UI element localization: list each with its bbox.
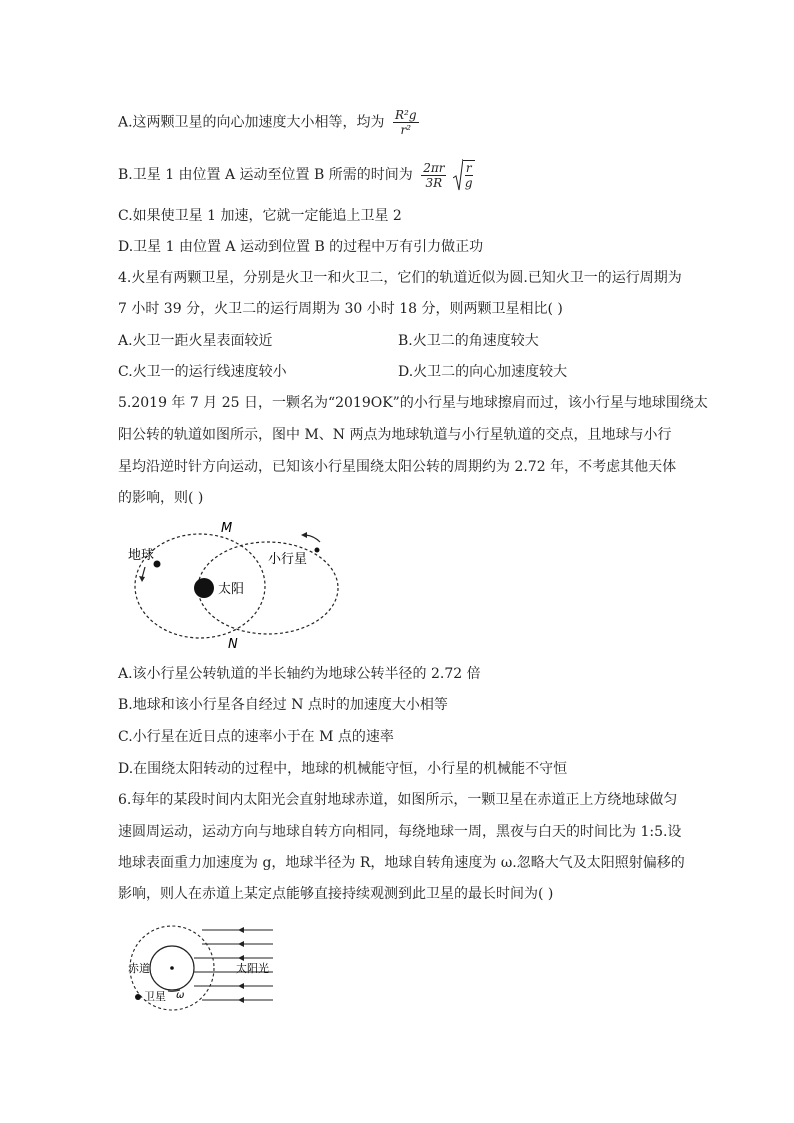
q4-option-a: A.火卫一距火星表面较近 xyxy=(118,333,273,349)
q3-option-b-text: B.卫星 1 由位置 A 运动至位置 B 所需的时间为 xyxy=(118,167,413,183)
omega-label: ω xyxy=(176,990,185,1001)
point-m-label: M xyxy=(221,521,233,536)
earth-direction-arrow xyxy=(142,567,145,578)
q5-option-a: A.该小行星公转轨道的半长轴约为地球公转半径的 2.72 倍 xyxy=(118,666,481,682)
q5-option-c: C.小行星在近日点的速率小于在 M 点的速率 xyxy=(118,729,394,745)
satellite-dot xyxy=(135,994,141,1000)
sun xyxy=(194,578,214,598)
equator-label: 赤道 xyxy=(128,962,150,975)
asteroid-label: 小行星 xyxy=(268,552,308,567)
q6-stem-line-1: 6.每年的某段时间内太阳光会直射地球赤道，如图所示，一颗卫星在赤道正上方绕地球做匀 xyxy=(118,792,678,808)
earth-dot xyxy=(154,561,161,568)
q6-sunlight-figure xyxy=(118,922,278,1022)
arrowhead-icon xyxy=(301,532,307,538)
q4-stem-line-1: 4.火星有两颗卫星，分别是火卫一和火卫二，它们的轨道近似为圆.已知火卫一的运行周期为 xyxy=(118,270,682,286)
q5-option-b: B.地球和该小行星各自经过 N 点时的加速度大小相等 xyxy=(118,697,448,713)
q3-option-b-sqrt-num: r xyxy=(465,161,472,175)
q3-option-b-sqrt xyxy=(453,158,475,192)
q4-option-d: D.火卫二的向心加速度较大 xyxy=(398,364,568,380)
q4-stem-line-2: 7 小时 39 分，火卫二的运行周期为 30 小时 18 分，则两颗卫星相比( ) xyxy=(118,301,563,317)
q3-option-a-frac-den: r² xyxy=(400,123,412,137)
asteroid-dot xyxy=(315,548,320,553)
q3-option-b-fraction xyxy=(421,161,446,190)
satellite-label: 卫星 xyxy=(144,990,166,1003)
q4-option-c: C.火卫一的运行线速度较小 xyxy=(118,364,287,380)
arrowhead-icon xyxy=(139,576,145,582)
q5-stem-line-1: 5.2019 年 7 月 25 日，一颗名为“2019OK”的小行星与地球擦肩而过，该小行星与地球围绕太 xyxy=(118,395,708,411)
q3-option-a xyxy=(118,108,419,137)
q5-orbit-figure xyxy=(118,520,358,655)
q5-stem-line-2: 阳公转的轨道如图所示，图中 M、N 两点为地球轨道与小行星轨道的交点，且地球与小行 xyxy=(118,427,672,443)
earth-label: 地球 xyxy=(128,548,155,563)
q6-stem-line-4: 影响，则人在赤道上某定点能够直接持续观测到此卫星的最长时间为( ) xyxy=(118,886,554,902)
q5-option-d: D.在围绕太阳转动的过程中，地球的机械能守恒，小行星的机械能不守恒 xyxy=(118,761,568,777)
sun-label: 太阳 xyxy=(218,582,245,597)
asteroid-direction-arrow xyxy=(306,535,320,542)
q3-option-b xyxy=(118,158,475,192)
q3-option-b-sqrt-den: g xyxy=(464,176,473,190)
q3-option-d: D.卫星 1 由位置 A 运动到位置 B 的过程中万有引力做正功 xyxy=(118,239,484,255)
sunlight-label: 太阳光 xyxy=(236,962,269,975)
q3-option-b-frac-num: 2πr xyxy=(423,160,445,175)
q3-option-a-text: A.这两颗卫星的向心加速度大小相等，均为 xyxy=(118,114,385,131)
q4-option-b: B.火卫二的角速度较大 xyxy=(398,333,539,349)
sqrt-sign-icon xyxy=(453,158,463,192)
point-n-label: N xyxy=(228,637,238,652)
q3-option-a-fraction xyxy=(393,108,419,137)
q3-option-c: C.如果使卫星 1 加速，它就一定能追上卫星 2 xyxy=(118,208,402,224)
earth-center xyxy=(170,966,174,970)
q3-option-b-frac-den: 3R xyxy=(425,175,443,190)
q6-stem-line-3: 地球表面重力加速度为 g，地球半径为 R，地球自转角速度为 ω.忽略大气及太阳照射偏移的 xyxy=(118,855,685,871)
q5-stem-line-4: 的影响，则( ) xyxy=(118,490,204,506)
q6-stem-line-2: 速圆周运动，运动方向与地球自转方向相同，每绕地球一周，黑夜与白天的时间比为 1:5.设 xyxy=(118,824,682,840)
q5-stem-line-3: 星均沿逆时针方向运动，已知该小行星围绕太阳公转的周期约为 2.72 年，不考虑其他天体 xyxy=(118,459,677,475)
q3-option-a-frac-num: R²g xyxy=(395,108,417,122)
